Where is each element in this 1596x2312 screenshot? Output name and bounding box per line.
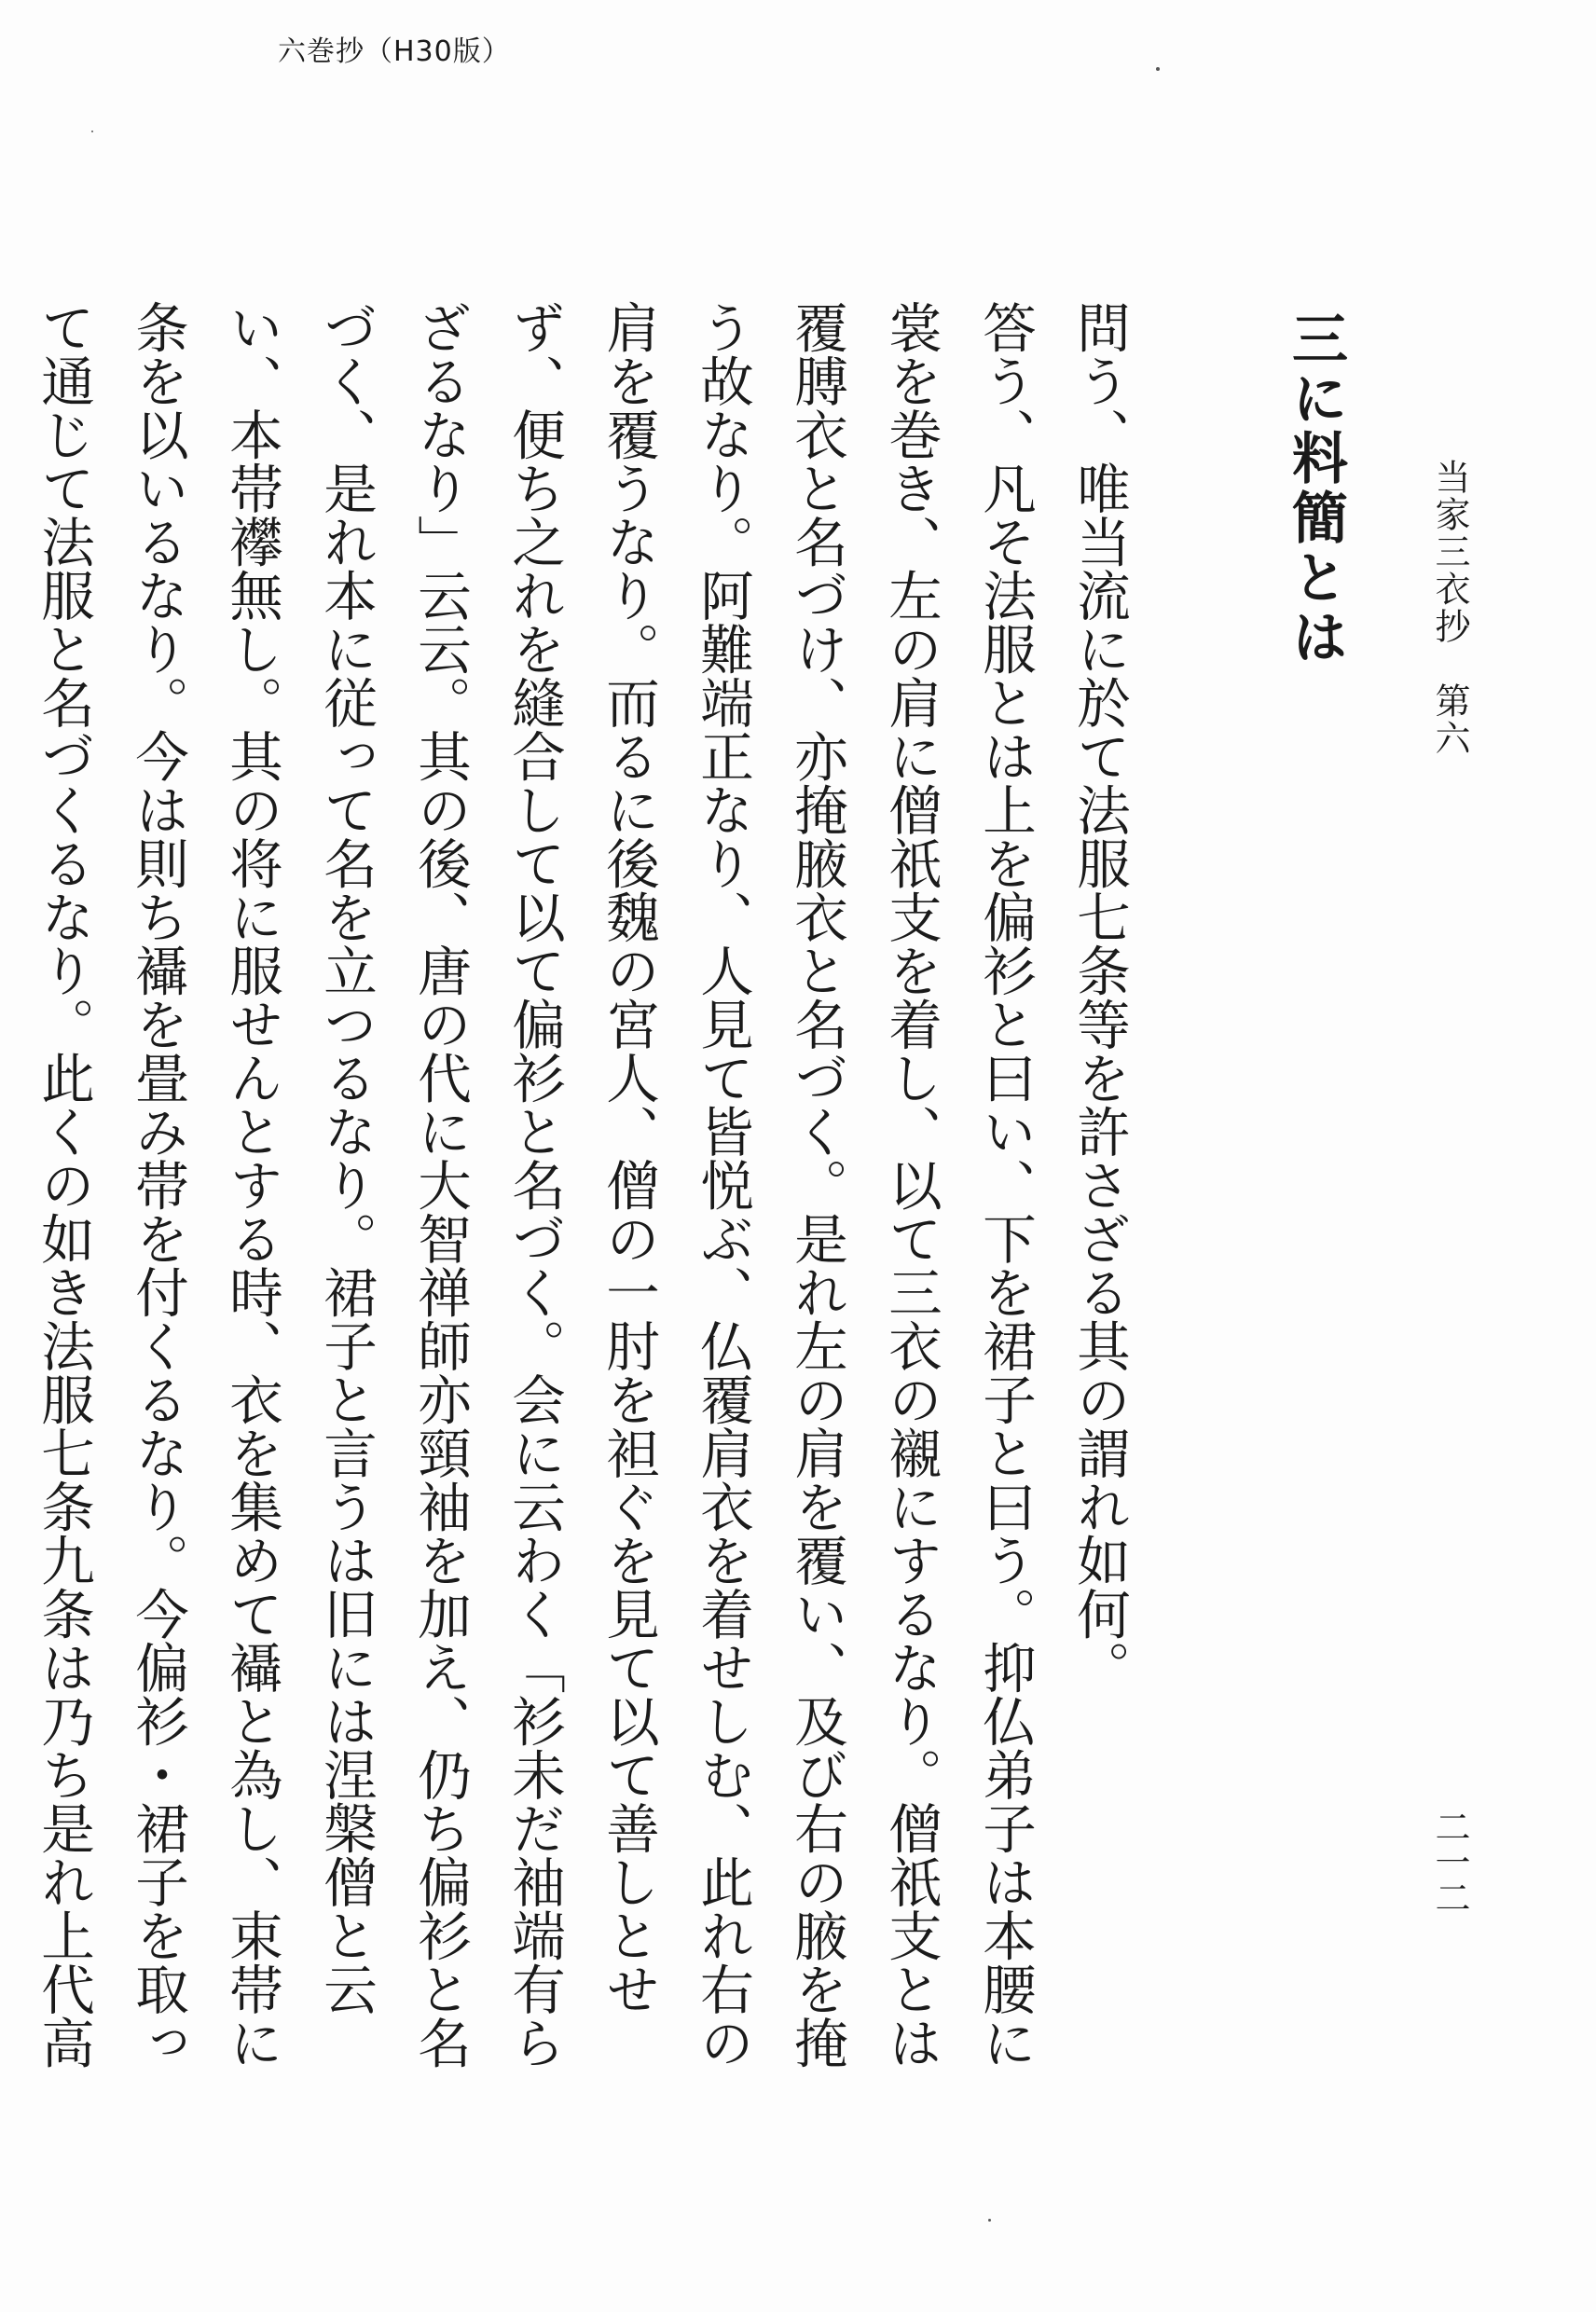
running-head: 当家三衣抄 第六 [1429,459,1470,757]
body-text [33,300,1147,2071]
paragraph-question: 問う、唯当流に於て法服七条等を許さざる其の謂れ如何。 [1068,300,1131,1694]
scan-speck [988,2219,991,2222]
source-label: 六巻抄（H30版） [278,35,511,68]
scan-speck [91,131,93,132]
scan-speck [1156,67,1160,71]
paragraph-answer: 答う、凡そ法服とは上を偏衫と曰い、下を裙子と曰う。抑仏弟子は本腰に裳を巻き、左の肩に僧祇支を着し、以て三衣の襯にするなり。僧祇支とは覆膊衣と名づけ、亦掩腋衣と名づく。是れ左の肩を覆い、及び右の腋を掩う故なり。阿難端正なり、人見て皆悦ぶ、仏覆肩衣を着せしむ、此れ右の肩を覆うなり。而るに後魏の宮人、僧の一肘を袒ぐを見て以て善しとせず、便ち之れを縫合して以て偏衫と名づく。会に云わく「衫未だ袖端有らざるなり」云云。其の後、唐の代に大智禅師亦頸袖を加え、仍ち偏衫と名づく、是れ本に従って名を立つるなり。裙子と言うは旧には涅槃僧と云い、本帯襻無し。其の将に服せんとする時、衣を集めて襵と為し、束帯に条を以いるなり。今は則ち襵を畳み帯を付くるなり。今偏衫・裙子を取って通じて法服と名づくるなり。此くの如き法服七条九条は乃ち是れ上代高 [33,300,1037,2070]
page-number: 二一二 [1429,1809,1470,1915]
section-title: 三に料簡とは [1283,310,1348,667]
